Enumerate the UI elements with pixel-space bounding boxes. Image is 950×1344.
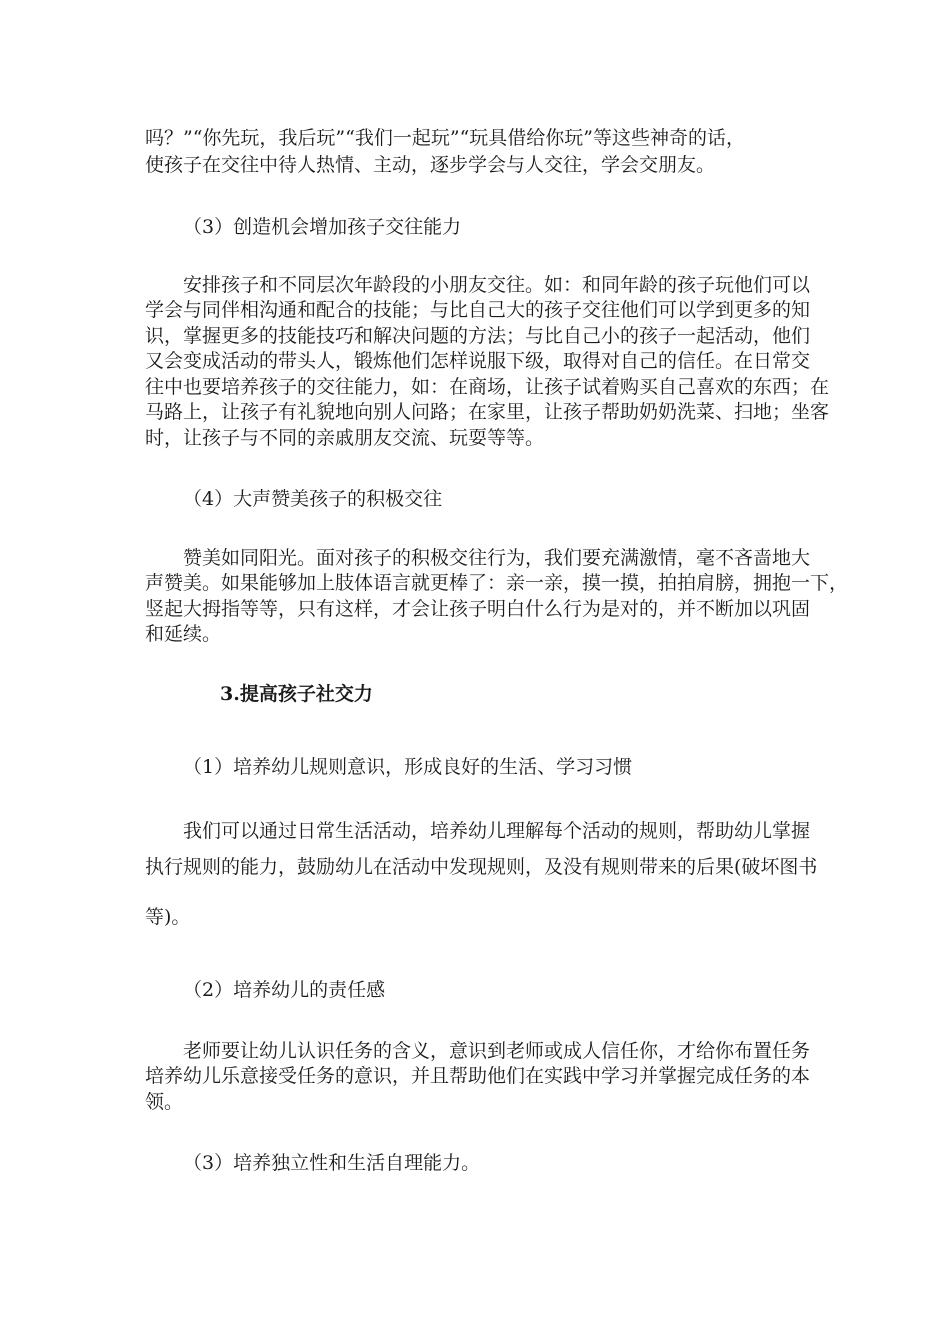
text-line: 培养幼儿乐意接受任务的意识，并且帮助他们在实践中学习并掌握完成任务的本	[145, 1065, 811, 1087]
text-line: 赞美如同阳光。面对孩子的积极交往行为，我们要充满激情，毫不吝啬地大	[183, 547, 811, 569]
text-line: 声赞美。如果能够加上肢体语言就更棒了：亲一亲，摸一摸，拍拍肩膀，拥抱一下，	[145, 572, 849, 594]
text-line: 执行规则的能力，鼓励幼儿在活动中发现规则，及没有规则带来的后果(破坏图书	[145, 856, 818, 878]
subheading-1: （1）培养幼儿规则意识，形成良好的生活、学习习惯	[183, 756, 633, 778]
subheading-2: （2）培养幼儿的责任感	[183, 979, 386, 1001]
text-line: 安排孩子和不同层次年龄段的小朋友交往。如：和同年龄的孩子玩他们可以	[183, 274, 811, 296]
text-line: 使孩子在交往中待人热情、主动，逐步学会与人交往，学会交朋友。	[145, 154, 716, 176]
text-line: 老师要让幼儿认识任务的含义，意识到老师或成人信任你，才给你布置任务	[183, 1040, 811, 1062]
text-line: 和延续。	[145, 623, 222, 645]
text-line: 领。	[145, 1091, 184, 1113]
text-line: 等)。	[145, 906, 191, 928]
subheading-3: （3）创造机会增加孩子交往能力	[183, 216, 462, 238]
subheading-3b: （3）培养独立性和生活自理能力。	[183, 1152, 481, 1174]
text-line: 我们可以通过日常生活活动，培养幼儿理解每个活动的规则，帮助幼儿掌握	[183, 820, 811, 842]
text-line: 学会与同伴相沟通和配合的技能；与比自己大的孩子交往他们可以学到更多的知	[145, 299, 811, 321]
text-line: 马路上，让孩子有礼貌地向别人问路；在家里，让孩子帮助奶奶洗菜、扫地；坐客	[145, 401, 830, 423]
section-heading: 3.提高孩子社交力	[220, 683, 373, 705]
text-line: 识，掌握更多的技能技巧和解决问题的方法；与比自己小的孩子一起活动，他们	[145, 325, 811, 347]
text-line: 时，让孩子与不同的亲戚朋友交流、玩耍等等。	[145, 427, 545, 449]
text-line: 又会变成活动的带头人，锻炼他们怎样说服下级，取得对自己的信任。在日常交	[145, 350, 811, 372]
subheading-4: （4）大声赞美孩子的积极交往	[183, 488, 443, 510]
text-line: 竖起大拇指等等，只有这样，才会让孩子明白什么行为是对的，并不断加以巩固	[145, 598, 811, 620]
text-line: 吗？”“你先玩，我后玩”“我们一起玩”“玩具借给你玩”等这些神奇的话，	[145, 127, 745, 149]
text-line: 往中也要培养孩子的交往能力，如：在商场，让孩子试着购买自己喜欢的东西；在	[145, 376, 830, 398]
